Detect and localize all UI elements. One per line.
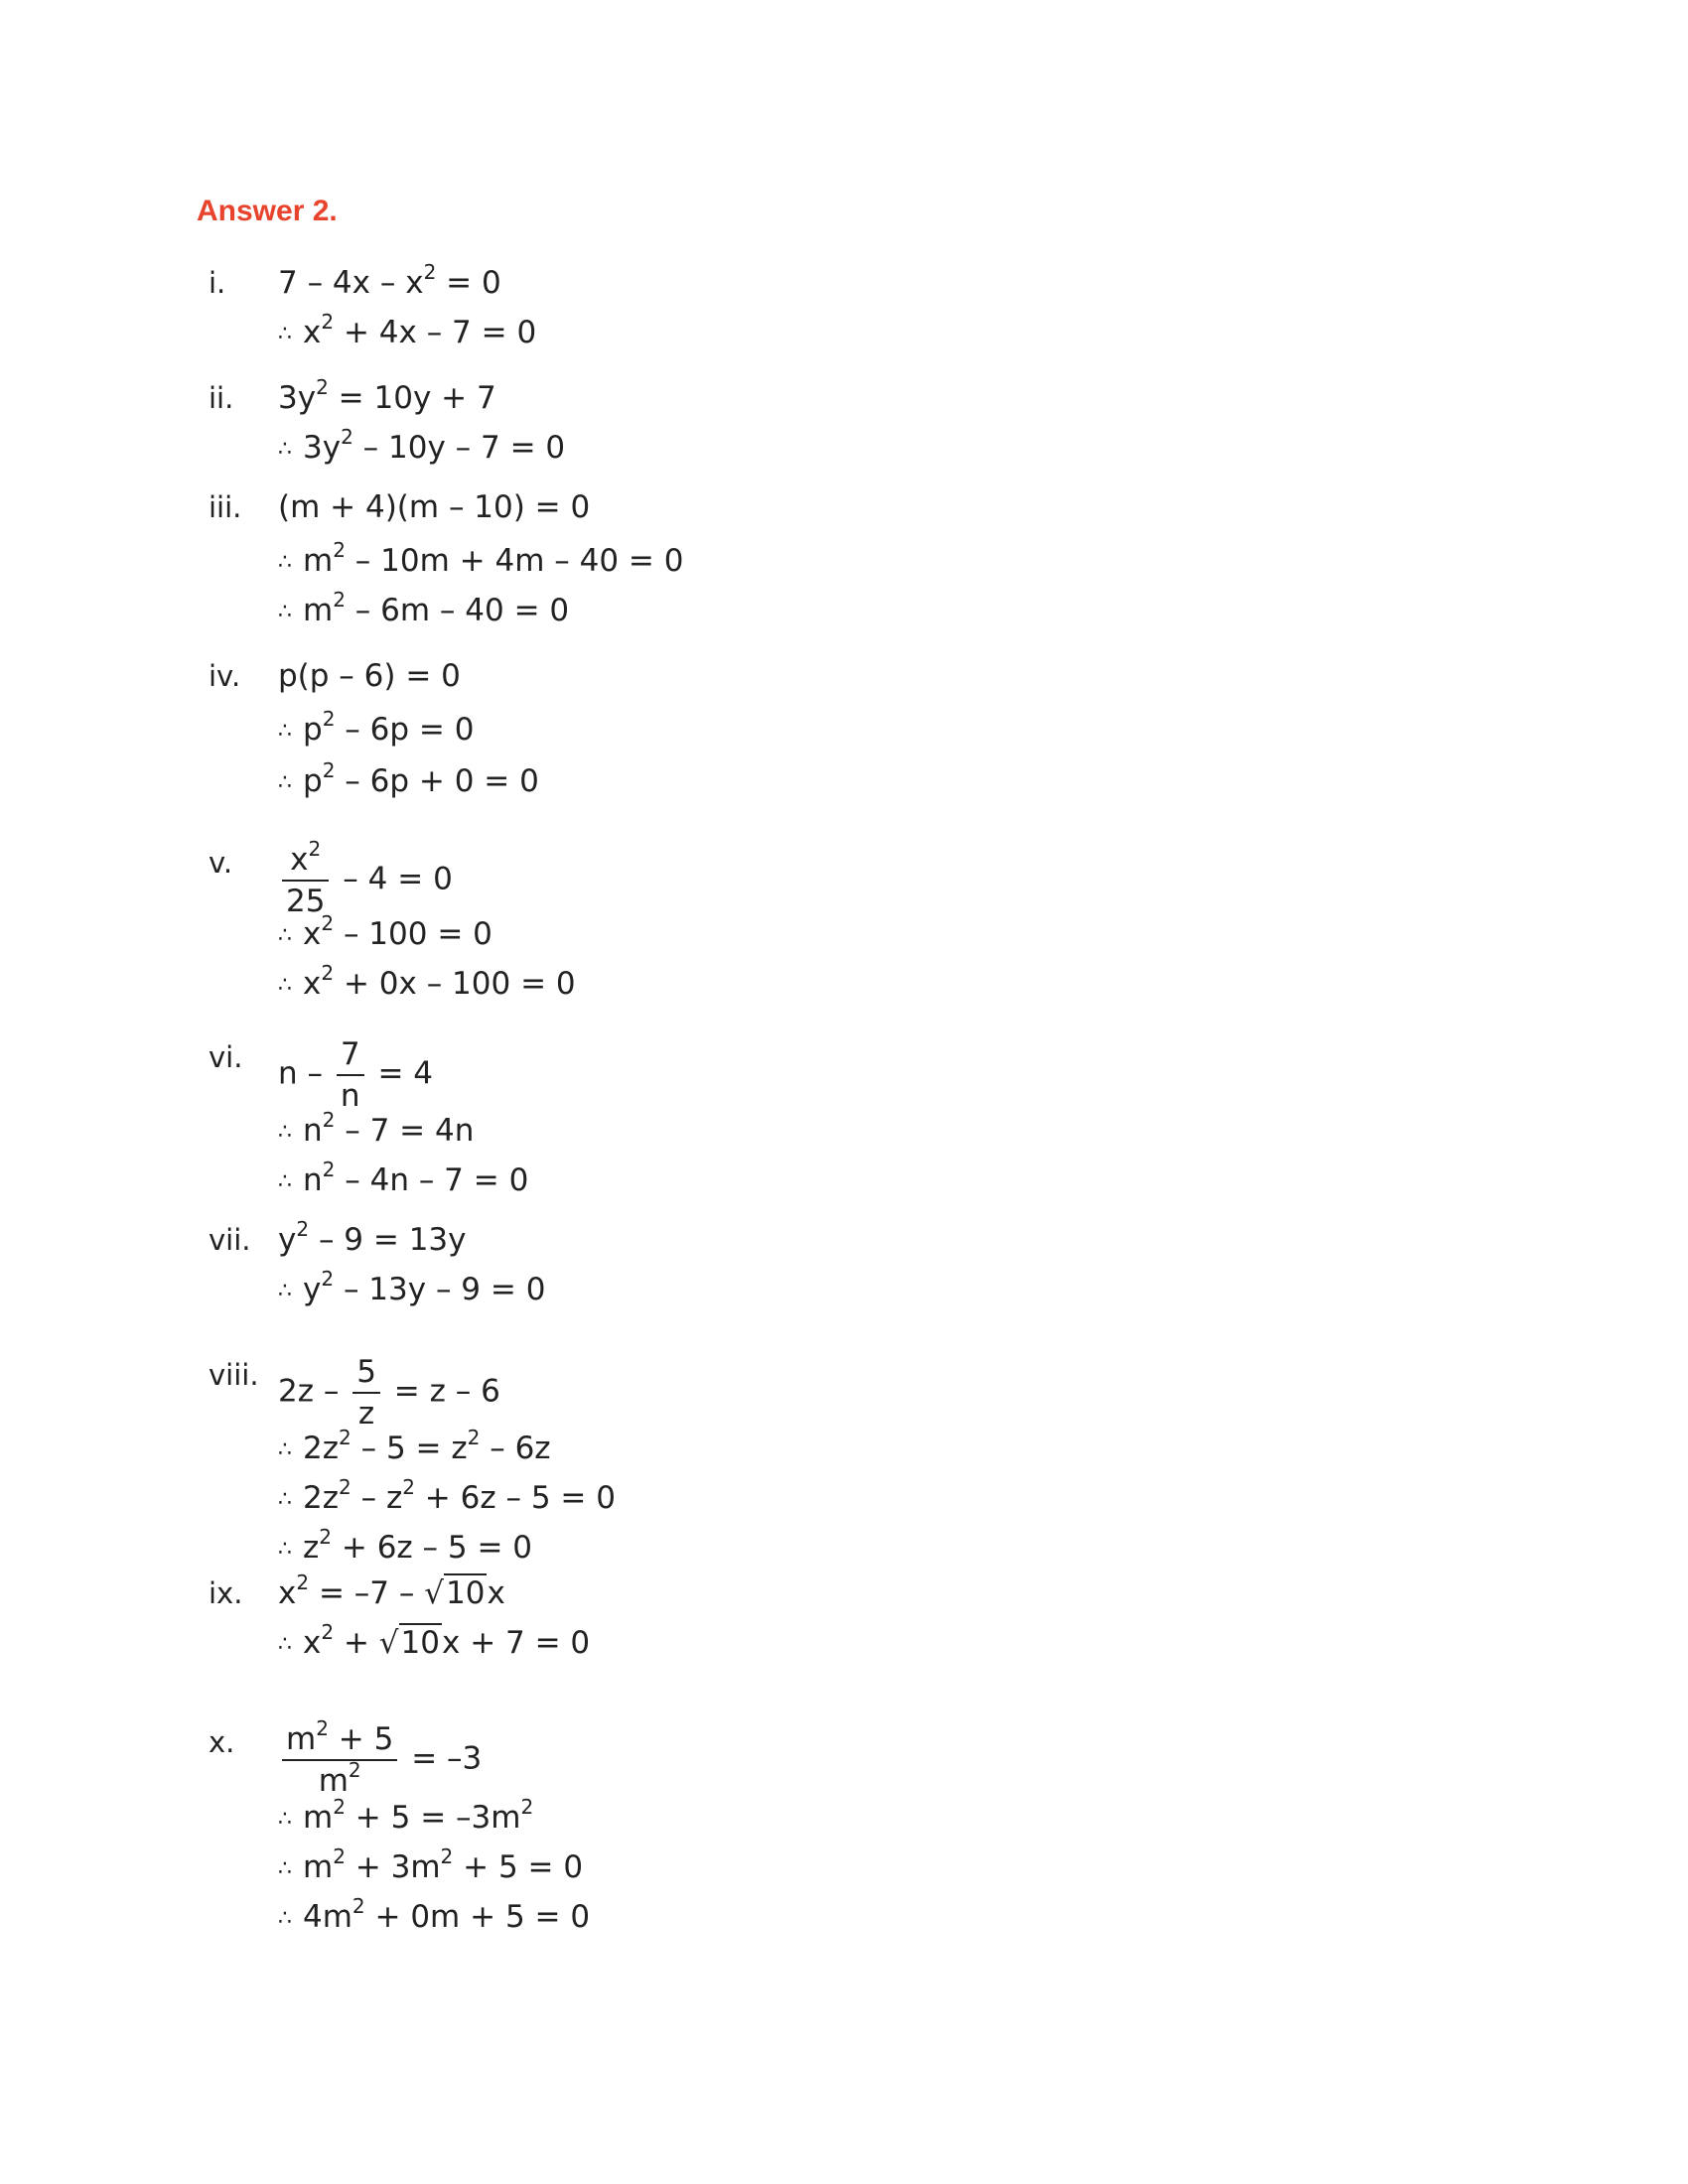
item-number: i. — [209, 266, 226, 300]
equation-step: ∴ $n^2 - 7 = 4n$ — [278, 1108, 475, 1149]
item-number: ii. — [209, 381, 234, 415]
equation-given: p(p – 6) = 0 — [278, 658, 461, 694]
equation-given: $7 - 4x - x^2 = 0$ — [278, 260, 501, 301]
equation-step: ∴ $x^2 + 4x - 7 = 0$ — [278, 310, 537, 350]
equation-step: ∴ $m^2 + 3m^2 + 5 = 0$ — [278, 1844, 584, 1885]
equation-step: ∴ $2z^2 - 5 = z^2 - 6z$ — [278, 1426, 551, 1466]
item-number: viii. — [209, 1358, 259, 1392]
equation-given: $x^2 = -7 - √10x$ — [278, 1570, 505, 1611]
equation-step: ∴ $m^2 - 6m - 40 = 0$ — [278, 588, 570, 628]
equation-given: $\frac{x^2}{25}$ – 4 = 0 — [278, 840, 453, 886]
equation-step: ∴ $n^2 - 4n - 7 = 0$ — [278, 1158, 529, 1198]
item-number: iv. — [209, 659, 241, 693]
equation-step: ∴ $z^2 + 6z - 5 = 0$ — [278, 1525, 533, 1566]
equation-step: ∴ $p^2 - 6p + 0 = 0$ — [278, 758, 539, 799]
equation-step: ∴ $x^2 - 100 = 0$ — [278, 911, 492, 952]
equation-given: $\frac{m^2 + 5}{m^2}$ = –3 — [278, 1719, 482, 1765]
equation-step: ∴ $4m^2 + 0m + 5 = 0$ — [278, 1894, 591, 1935]
equation-step: ∴ $m^2 + 5 = -3m^2$ — [278, 1795, 534, 1836]
equation-given: $3y^2 = 10y + 7$ — [278, 375, 496, 416]
answer-heading: Answer 2. — [197, 195, 338, 227]
equation-step: ∴ $y^2 - 13y - 9 = 0$ — [278, 1267, 546, 1307]
item-number: ix. — [209, 1576, 243, 1610]
equation-step: ∴ $x^2 + √10x + 7 = 0$ — [278, 1620, 591, 1661]
equation-step: ∴ $2z^2 - z^2 + 6z - 5 = 0$ — [278, 1475, 616, 1516]
item-number: iii. — [209, 490, 242, 524]
equation-given: (m + 4)(m – 10) = 0 — [278, 489, 591, 525]
item-number: vii. — [209, 1223, 251, 1257]
equation-given: n – $\frac{7}{n}$ = 4 — [278, 1036, 433, 1114]
equation-step: ∴ $3y^2 - 10y - 7 = 0$ — [278, 425, 566, 466]
equation-step: ∴ $p^2 - 6p = 0$ — [278, 707, 475, 748]
equation-step: ∴ $m^2 - 10m + 4m - 40 = 0$ — [278, 538, 684, 579]
equation-given: $y^2 - 9 = 13y$ — [278, 1217, 467, 1258]
item-number: vi. — [209, 1040, 243, 1074]
item-number: v. — [209, 846, 233, 880]
equation-step: ∴ $x^2 + 0x - 100 = 0$ — [278, 961, 576, 1002]
item-number: x. — [209, 1725, 235, 1759]
equation-given: 2z – $\frac{5}{z}$ = z – 6 — [278, 1354, 500, 1432]
